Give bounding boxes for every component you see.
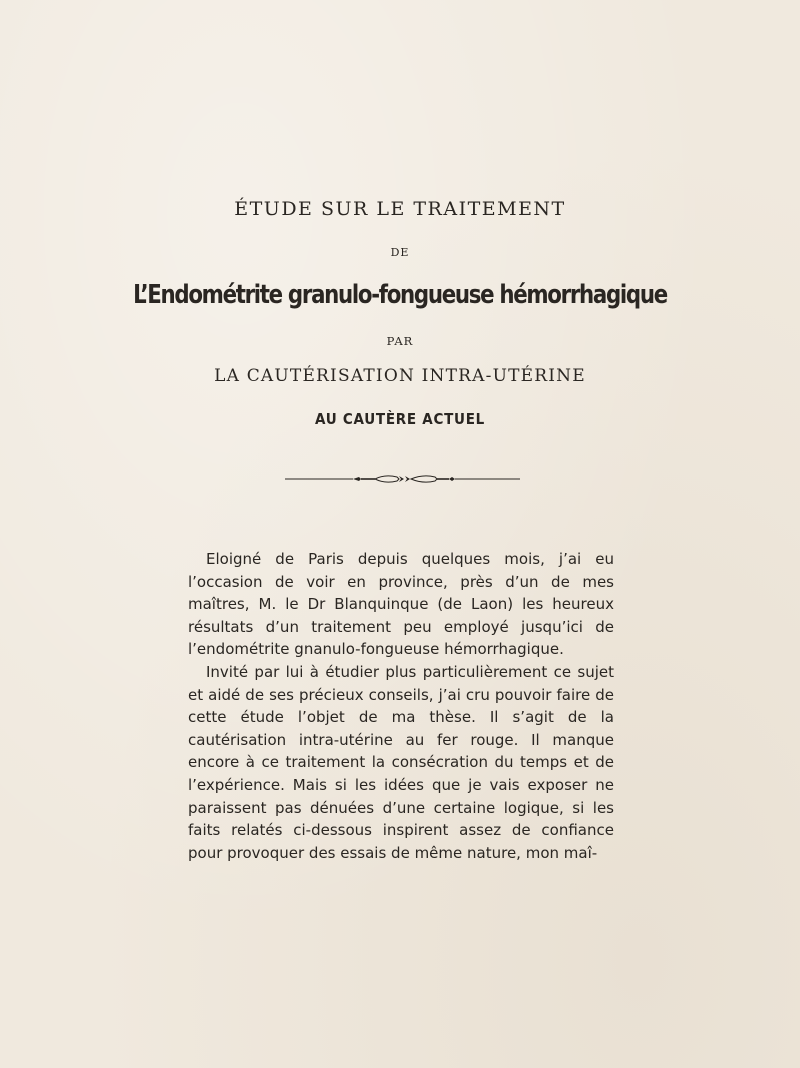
ornament-divider [285,472,520,486]
heading-par: PAR [386,334,414,348]
heading-title: ÉTUDE SUR LE TRAITEMENT [234,198,566,220]
heading-method: LA CAUTÉRISATION INTRA-UTÉRINE [214,366,586,386]
body-text [188,548,614,864]
paragraph-2: Invité par lui à étudier plus particulièrement ce sujet et aidé de ses précieux conseils, j’ai cru pouvoir faire de cette étude l’objet de ma thèse. Il s’agit de la cautérisation intra-utérine au fer rouge. Il manque encore à ce traitement la consécration du temps et de l’expérience. Mais si les idées que je vais exposer ne paraissent pas dénuées d’une certaine logique, si les faits relatés ci-dessous inspirent assez de confiance pour provoquer des essais de même nature, mon maî- [188,662,614,862]
heading-tool: AU CAUTÈRE ACTUEL [315,410,485,428]
paragraph-1: Eloigné de Paris depuis quelques mois, j’ai eu l’occasion de voir en province, près d’un de mes maîtres, M. le Dr Blanquinque (de Laon) les heureux résultats d’un traitement peu employé jusqu’ici de l’endométrite gnanulo-fongueuse hémorrhagique. [188,550,614,659]
heading-subject: L’Endométrite granulo-fongueuse hémorrhagique [133,280,667,310]
heading-de: DE [390,246,410,259]
